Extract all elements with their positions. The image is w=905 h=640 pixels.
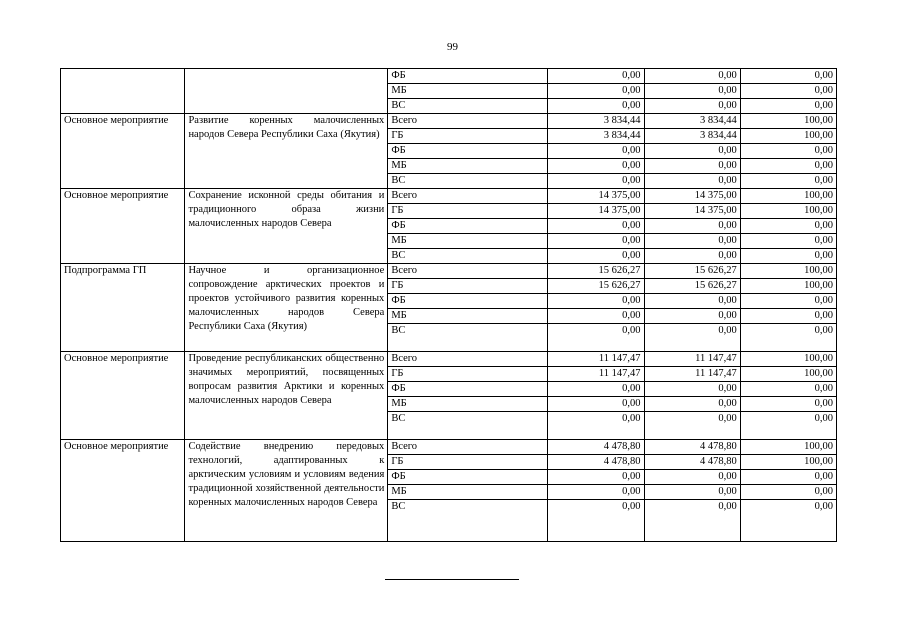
funding-source-cell: ВС	[388, 500, 548, 542]
actual-amount-cell: 0,00	[644, 485, 740, 500]
actual-amount-cell: 0,00	[644, 309, 740, 324]
planned-amount-cell: 0,00	[548, 412, 644, 440]
planned-amount-cell: 0,00	[548, 324, 644, 352]
activity-description-cell: Проведение республиканских общественно значимых мероприятий, посвященных вопросам развития Арктики и коренных малочисленных народов Севера	[185, 352, 388, 440]
planned-amount-cell: 11 147,47	[548, 367, 644, 382]
planned-amount-cell: 11 147,47	[548, 352, 644, 367]
table-row	[61, 114, 837, 129]
actual-amount-cell: 0,00	[644, 84, 740, 99]
planned-amount-cell: 0,00	[548, 99, 644, 114]
funding-source-cell: ВС	[388, 249, 548, 264]
actual-amount-cell: 11 147,47	[644, 367, 740, 382]
percent-cell: 0,00	[740, 470, 836, 485]
planned-amount-cell: 4 478,80	[548, 440, 644, 455]
page-number: 99	[447, 41, 458, 53]
percent-cell: 100,00	[740, 129, 836, 144]
funding-source-cell: МБ	[388, 234, 548, 249]
funding-source-cell: ГБ	[388, 204, 548, 219]
planned-amount-cell: 0,00	[548, 382, 644, 397]
actual-amount-cell: 14 375,00	[644, 204, 740, 219]
percent-cell: 0,00	[740, 309, 836, 324]
funding-source-cell: Всего	[388, 189, 548, 204]
percent-cell: 0,00	[740, 500, 836, 542]
percent-cell: 0,00	[740, 249, 836, 264]
funding-table-body	[61, 69, 837, 542]
percent-cell: 0,00	[740, 84, 836, 99]
planned-amount-cell: 4 478,80	[548, 455, 644, 470]
actual-amount-cell: 0,00	[644, 500, 740, 542]
funding-source-cell: МБ	[388, 397, 548, 412]
activity-description-cell	[185, 69, 388, 114]
funding-source-cell: Всего	[388, 114, 548, 129]
funding-source-cell: ГБ	[388, 129, 548, 144]
percent-cell: 0,00	[740, 174, 836, 189]
percent-cell: 0,00	[740, 382, 836, 397]
actual-amount-cell: 0,00	[644, 470, 740, 485]
percent-cell: 0,00	[740, 397, 836, 412]
percent-cell: 0,00	[740, 69, 836, 84]
activity-description-cell: Научное и организационное сопровождение арктических проектов и проектов устойчивого развития коренных малочисленных народов Севера Республики Саха (Якутия)	[185, 264, 388, 352]
percent-cell: 0,00	[740, 219, 836, 234]
planned-amount-cell: 14 375,00	[548, 204, 644, 219]
planned-amount-cell: 0,00	[548, 144, 644, 159]
planned-amount-cell: 0,00	[548, 249, 644, 264]
planned-amount-cell: 0,00	[548, 234, 644, 249]
actual-amount-cell: 0,00	[644, 159, 740, 174]
activity-type-cell: Основное мероприятие	[61, 352, 185, 440]
funding-source-cell: Всего	[388, 352, 548, 367]
percent-cell: 0,00	[740, 99, 836, 114]
percent-cell: 100,00	[740, 279, 836, 294]
actual-amount-cell: 3 834,44	[644, 129, 740, 144]
actual-amount-cell: 0,00	[644, 397, 740, 412]
actual-amount-cell: 0,00	[644, 382, 740, 397]
activity-description-cell: Сохранение исконной среды обитания и традиционного образа жизни малочисленных народов Севера	[185, 189, 388, 264]
percent-cell: 100,00	[740, 264, 836, 279]
planned-amount-cell: 0,00	[548, 294, 644, 309]
percent-cell: 100,00	[740, 189, 836, 204]
funding-source-cell: МБ	[388, 309, 548, 324]
planned-amount-cell: 0,00	[548, 397, 644, 412]
funding-source-cell: ГБ	[388, 455, 548, 470]
table-row	[61, 264, 837, 279]
funding-source-cell: ФБ	[388, 294, 548, 309]
percent-cell: 0,00	[740, 144, 836, 159]
funding-source-cell: ФБ	[388, 470, 548, 485]
funding-source-cell: ФБ	[388, 69, 548, 84]
percent-cell: 100,00	[740, 440, 836, 455]
planned-amount-cell: 0,00	[548, 309, 644, 324]
actual-amount-cell: 0,00	[644, 69, 740, 84]
actual-amount-cell: 0,00	[644, 219, 740, 234]
footer-divider	[385, 579, 519, 580]
planned-amount-cell: 0,00	[548, 219, 644, 234]
planned-amount-cell: 3 834,44	[548, 114, 644, 129]
table-row	[61, 189, 837, 204]
percent-cell: 0,00	[740, 234, 836, 249]
planned-amount-cell: 15 626,27	[548, 279, 644, 294]
funding-table	[60, 68, 837, 542]
planned-amount-cell: 3 834,44	[548, 129, 644, 144]
percent-cell: 0,00	[740, 324, 836, 352]
activity-type-cell	[61, 69, 185, 114]
percent-cell: 0,00	[740, 159, 836, 174]
planned-amount-cell: 0,00	[548, 470, 644, 485]
activity-type-cell: Подпрограмма ГП	[61, 264, 185, 352]
actual-amount-cell: 0,00	[644, 174, 740, 189]
table-row	[61, 440, 837, 455]
activity-description-cell: Содействие внедрению передовых технологий, адаптированных к арктическим условиям и условиям ведения традиционной хозяйственной деятельности коренных малочисленных народов Севера	[185, 440, 388, 542]
actual-amount-cell: 15 626,27	[644, 264, 740, 279]
planned-amount-cell: 14 375,00	[548, 189, 644, 204]
percent-cell: 100,00	[740, 204, 836, 219]
actual-amount-cell: 3 834,44	[644, 114, 740, 129]
funding-source-cell: ФБ	[388, 144, 548, 159]
funding-source-cell: ВС	[388, 324, 548, 352]
funding-source-cell: МБ	[388, 84, 548, 99]
table-row	[61, 352, 837, 367]
planned-amount-cell: 0,00	[548, 84, 644, 99]
planned-amount-cell: 0,00	[548, 485, 644, 500]
planned-amount-cell: 0,00	[548, 500, 644, 542]
percent-cell: 0,00	[740, 485, 836, 500]
activity-type-cell: Основное мероприятие	[61, 440, 185, 542]
actual-amount-cell: 4 478,80	[644, 440, 740, 455]
activity-type-cell: Основное мероприятие	[61, 189, 185, 264]
percent-cell: 100,00	[740, 367, 836, 382]
actual-amount-cell: 0,00	[644, 234, 740, 249]
percent-cell: 100,00	[740, 352, 836, 367]
activity-type-cell: Основное мероприятие	[61, 114, 185, 189]
planned-amount-cell: 0,00	[548, 159, 644, 174]
funding-source-cell: Всего	[388, 440, 548, 455]
funding-source-cell: ГБ	[388, 367, 548, 382]
planned-amount-cell: 15 626,27	[548, 264, 644, 279]
activity-description-cell: Развитие коренных малочисленных народов Севера Республики Саха (Якутия)	[185, 114, 388, 189]
percent-cell: 0,00	[740, 412, 836, 440]
table-row	[61, 69, 837, 84]
planned-amount-cell: 0,00	[548, 69, 644, 84]
funding-source-cell: МБ	[388, 485, 548, 500]
actual-amount-cell: 4 478,80	[644, 455, 740, 470]
actual-amount-cell: 0,00	[644, 412, 740, 440]
funding-source-cell: Всего	[388, 264, 548, 279]
funding-source-cell: ФБ	[388, 219, 548, 234]
funding-source-cell: МБ	[388, 159, 548, 174]
funding-source-cell: ГБ	[388, 279, 548, 294]
actual-amount-cell: 0,00	[644, 324, 740, 352]
actual-amount-cell: 0,00	[644, 294, 740, 309]
actual-amount-cell: 14 375,00	[644, 189, 740, 204]
percent-cell: 0,00	[740, 294, 836, 309]
actual-amount-cell: 0,00	[644, 99, 740, 114]
actual-amount-cell: 0,00	[644, 144, 740, 159]
actual-amount-cell: 0,00	[644, 249, 740, 264]
actual-amount-cell: 11 147,47	[644, 352, 740, 367]
funding-source-cell: ВС	[388, 99, 548, 114]
funding-source-cell: ВС	[388, 174, 548, 189]
percent-cell: 100,00	[740, 455, 836, 470]
funding-source-cell: ВС	[388, 412, 548, 440]
percent-cell: 100,00	[740, 114, 836, 129]
funding-source-cell: ФБ	[388, 382, 548, 397]
planned-amount-cell: 0,00	[548, 174, 644, 189]
actual-amount-cell: 15 626,27	[644, 279, 740, 294]
